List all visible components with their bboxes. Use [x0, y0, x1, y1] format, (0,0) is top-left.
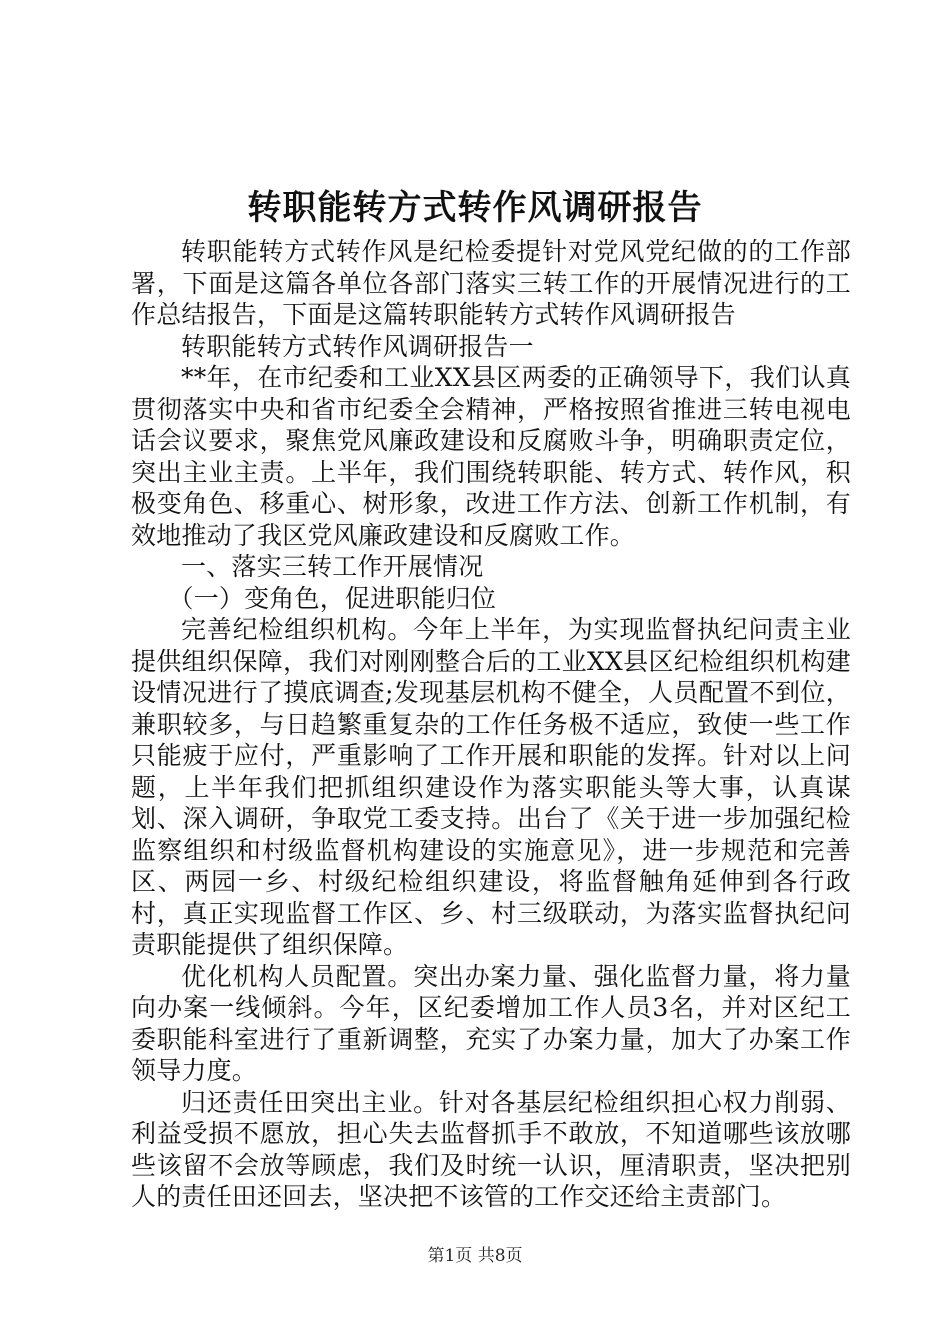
body-paragraph: 归还责任田突出主业。针对各基层纪检组织担心权力削弱、利益受损不愿放，担心失去监督抓手不敢放，不知道哪些该放哪些该留不会放等顾虑，我们及时统一认识，厘清职责，坚决把别人的责任田还回去，坚决把不该管的工作交还给主责部门。 [131, 1087, 851, 1211]
subsection-heading: （一）变角色，促进职能归位 [168, 583, 497, 613]
document-title: 转职能转方式转作风调研报告 [247, 188, 703, 228]
body-paragraph: 完善纪检组织机构。今年上半年，为实现监督执纪问责主业提供组织保障，我们对刚刚整合后的工业XX县区纪检组织机构建设情况进行了摸底调查;发现基层机构不健全，人员配置不到位，兼职较多，与日趋繁重复杂的工作任务极不适应，致使一些工作只能疲于应付，严重影响了工作开展和职能的发挥。针对以上问题，上半年我们把抓组织建设作为落实职能头等大事，认真谋划、深入调研，争取党工委支持。出台了《关于进一步加强纪检监察组织和村级监督机构建设的实施意见》，进一步规范和完善区、两园一乡、村级纪检组织建设，将监督触角延伸到各行政村，真正实现监督工作区、乡、村三级联动，为落实监督执纪问责职能提供了组织保障。 [131, 615, 851, 959]
page-number-footer: 第1页 共8页 [427, 1246, 523, 1266]
body-paragraph: 优化机构人员配置。突出办案力量、强化监督力量，将力量向办案一线倾斜。今年，区纪委增加工作人员3名，并对区纪工委职能科室进行了重新调整，充实了办案力量，加大了办案工作领导力度。 [131, 961, 851, 1085]
report-subtitle: 转职能转方式转作风调研报告一 [181, 331, 534, 361]
document-body [131, 236, 851, 1213]
intro-paragraph: 转职能转方式转作风是纪检委提针对党风党纪做的的工作部署，下面是这篇各单位各部门落实三转工作的开展情况进行的工作总结报告，下面是这篇转职能转方式转作风调研报告 [131, 237, 851, 329]
section-heading: 一、落实三转工作开展情况 [181, 552, 484, 581]
summary-paragraph: **年，在市纪委和工业XX县区两委的正确领导下，我们认真贯彻落实中央和省市纪委全会精神，严格按照省推进三转电视电话会议要求，聚焦党风廉政建设和反腐败斗争，明确职责定位，突出主业主责。上半年，我们围绕转职能、转方式、转作风，积极变角色、移重心、树形象，改进工作方法、创新工作机制，有效地推动了我区党风廉政建设和反腐败工作。 [131, 363, 851, 550]
